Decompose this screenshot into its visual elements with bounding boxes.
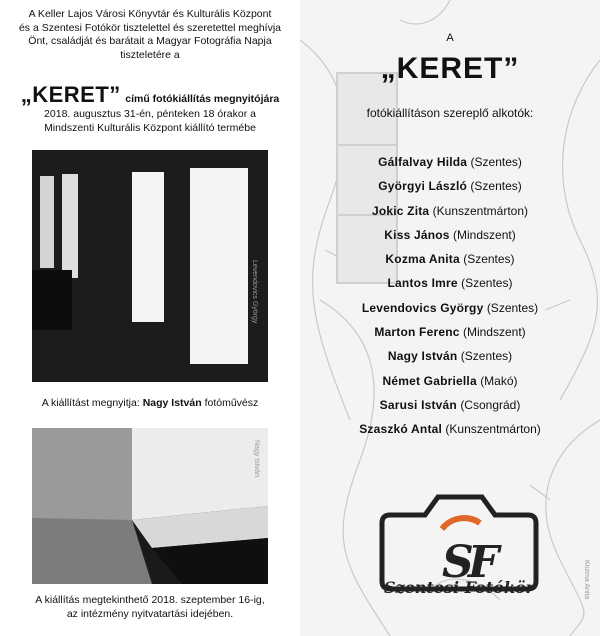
artists-heading: fotókiállításon szereplő alkotók: [366, 106, 534, 120]
artist-name: Német Gabriella [382, 373, 477, 388]
artist-name: Jokic Zita [371, 203, 430, 218]
opener-prefix: A kiállítást megnyitja: [41, 397, 140, 409]
artist-name: Kiss János [384, 227, 450, 242]
photo-credit: Kozma Anita [583, 560, 590, 600]
abstract-wall-shapes [32, 428, 268, 584]
artist-item [300, 150, 600, 174]
artist-item [300, 344, 600, 368]
photo-credit: Nagy István [253, 440, 260, 477]
invite-line: A Keller Lajos Városi Könyvtár és Kulturális Központ [28, 8, 272, 20]
artist-name: Gálfalvay Hilda [378, 155, 468, 169]
artist-place: (Szentes) [463, 252, 515, 267]
window-bar [338, 144, 396, 146]
exhibition-title-large: „KERET” [380, 52, 520, 85]
date-line: Mindszenti Kulturális Központ kiállító termébe [44, 121, 256, 134]
window-light-photo [32, 150, 268, 382]
artist-place: (Makó) [480, 373, 518, 388]
artist-item [300, 417, 600, 441]
viewing-period [0, 594, 300, 621]
artist-place: (Szentes) [460, 349, 513, 364]
artist-place: (Szentes) [461, 276, 513, 291]
artist-place: (Mindszent) [462, 325, 526, 340]
invite-line: Önt, családját és barátait a Magyar Fotográfia Napja [28, 35, 272, 47]
footer-line: A kiállítás megtekinthető 2018. szeptember 16-ig, [35, 594, 265, 606]
light-window [40, 176, 54, 268]
logo-text: Szentesi Fotókör [383, 578, 535, 597]
opener-name: Nagy István [142, 397, 202, 409]
opener-line [0, 397, 300, 409]
artist-item [300, 296, 600, 320]
abstract-wall-photo [32, 428, 268, 584]
artist-item [300, 393, 600, 417]
invite-line: tiszteletére a [120, 48, 180, 61]
date-line: 2018. augusztus 31-én, pénteken 18 órakor a [44, 108, 256, 120]
svg-text:F: F [468, 537, 500, 588]
right-panel [300, 0, 600, 636]
exhibition-title: „KERET” [20, 82, 121, 107]
artist-place: (Kunszentmárton) [432, 203, 529, 218]
artist-item [300, 223, 600, 247]
light-window [62, 174, 78, 278]
artist-name: Sarusi István [379, 397, 457, 412]
light-window [132, 172, 164, 322]
artist-name: Lantos Imre [387, 276, 458, 291]
svg-text:S: S [442, 537, 474, 588]
artist-place: (Szentes) [470, 155, 522, 169]
artist-place: (Szentes) [486, 300, 539, 315]
exhibition-title-line [0, 82, 300, 108]
artist-item [300, 320, 600, 344]
invite-line: és a Szentesi Fotókör tisztelettel és szeretettel meghívja [18, 21, 282, 34]
photo-credit: Levendovics György [251, 260, 258, 324]
invitation-text [0, 8, 300, 62]
artist-name: Nagy István [387, 349, 458, 364]
artist-list [300, 150, 600, 442]
opener-suffix: fotóművész [204, 397, 259, 409]
artist-place: (Kunszentmárton) [445, 422, 541, 437]
footer-line: az intézmény nyitvatartási idejében. [66, 607, 234, 620]
artist-name: Kozma Anita [385, 252, 460, 267]
event-date [0, 108, 300, 135]
lens-accent [442, 518, 480, 529]
artist-name: Szaszkó Antal [359, 422, 443, 437]
artist-item [300, 247, 600, 271]
artist-place: (Szentes) [470, 179, 522, 194]
exhibition-title-suffix: című fotókiállítás megnyitójára [125, 93, 280, 105]
artist-place: (Csongrád) [460, 397, 521, 412]
artist-place: (Mindszent) [453, 227, 516, 242]
light-window [190, 168, 248, 364]
photo-shadow [32, 270, 72, 330]
artist-name: Györgyi László [378, 179, 468, 194]
artist-item [300, 174, 600, 198]
artist-name: Levendovics György [361, 300, 484, 315]
artist-item [300, 271, 600, 295]
artist-item [300, 369, 600, 393]
heading-article: A [446, 32, 454, 44]
artist-name: Marton Ferenc [374, 325, 460, 340]
artist-item [300, 199, 600, 223]
